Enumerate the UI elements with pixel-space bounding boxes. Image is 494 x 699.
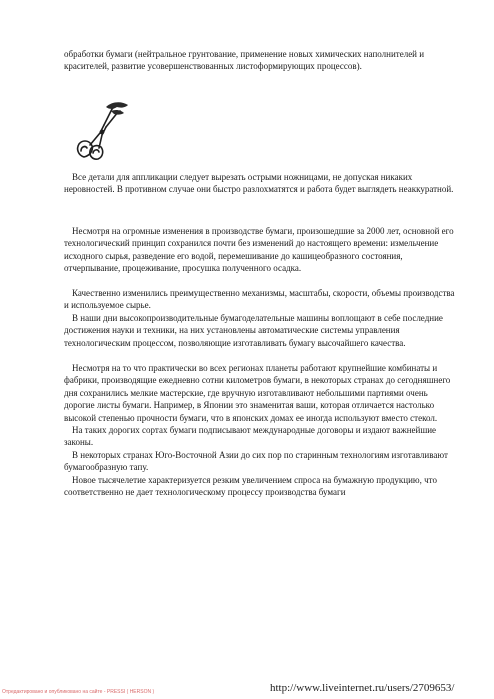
footer-publisher-note: Отредактировано и опубликовано на сайте - PRESSI ( HERSON ) bbox=[2, 689, 155, 695]
paragraph-tapa: В некоторых странах Юго-Восточной Азии до сих пор по старинным технологиям изготавливают бумагообразную тапу. bbox=[64, 450, 448, 473]
footer-source-url[interactable]: http://www.liveinternet.ru/users/2709653/ bbox=[270, 682, 455, 694]
paragraph-quality-changes: Качественно изменились преимущественно механизмы, масштабы, скорости, объемы производства и используемое сырье. bbox=[64, 288, 455, 311]
paragraph-scissors-tip: Все детали для аппликации следует вырезать острыми ножницами, не допуская никаких неровностей. В противном случае они быстро разлохматятся и работа будет выглядеть неаккуратной. bbox=[64, 172, 454, 195]
paragraph-handmade-paper: Несмотря на то что практически во всех регионах планеты работают крупнейшие комбинаты и фабрики, производящие ежедневно сотни километров бумаги, в некоторых странах до сегодняшнего дня сохранились мелкие мастерские, где вручную изготавливают небольшими партиями очень дорогие листы бумаги. Например, в Японии это знаменитая ваши, которая отличается настолько высокой степенью прочности бумаги, что в японских домах ее иногда используют вместо стекол. bbox=[64, 363, 451, 423]
paragraph-new-millennium: Новое тысячелетие характеризуется резким увеличением спроса на бумажную продукцию, что соответственно не дает технологическому процессу производства бумаги bbox=[64, 475, 437, 498]
paragraph-treaties: На таких дорогих сортах бумаги подписывают международные договоры и издают важнейшие законы. bbox=[64, 425, 437, 448]
scissors-icon bbox=[70, 99, 132, 165]
paragraph-modern-machines: В наши дни высокопроизводительные бумагоделательные машины воплощают в себе последние достижения науки и техники, на них установлены автоматические системы управления технологическим процессом, позволяющие изготавливать бумагу высочайшего качества. bbox=[64, 313, 443, 348]
paragraph-paper-production-principle: Несмотря на огромные изменения в производстве бумаги, произошедшие за 2000 лет, основной его технологический принцип сохранился почти без изменений до настоящего времени: измельчение исходного сырья, разведение его водой, перемешивание до кашицеобразного состояния, отчерпывание, процеживание, просушка полученного осадка. bbox=[64, 226, 454, 274]
paragraph-intro-continuation: обработки бумаги (нейтральное грунтование, применение новых химических наполнителей и красителей, развитие усовершенствованных листоформирующих процессов). bbox=[64, 49, 425, 72]
